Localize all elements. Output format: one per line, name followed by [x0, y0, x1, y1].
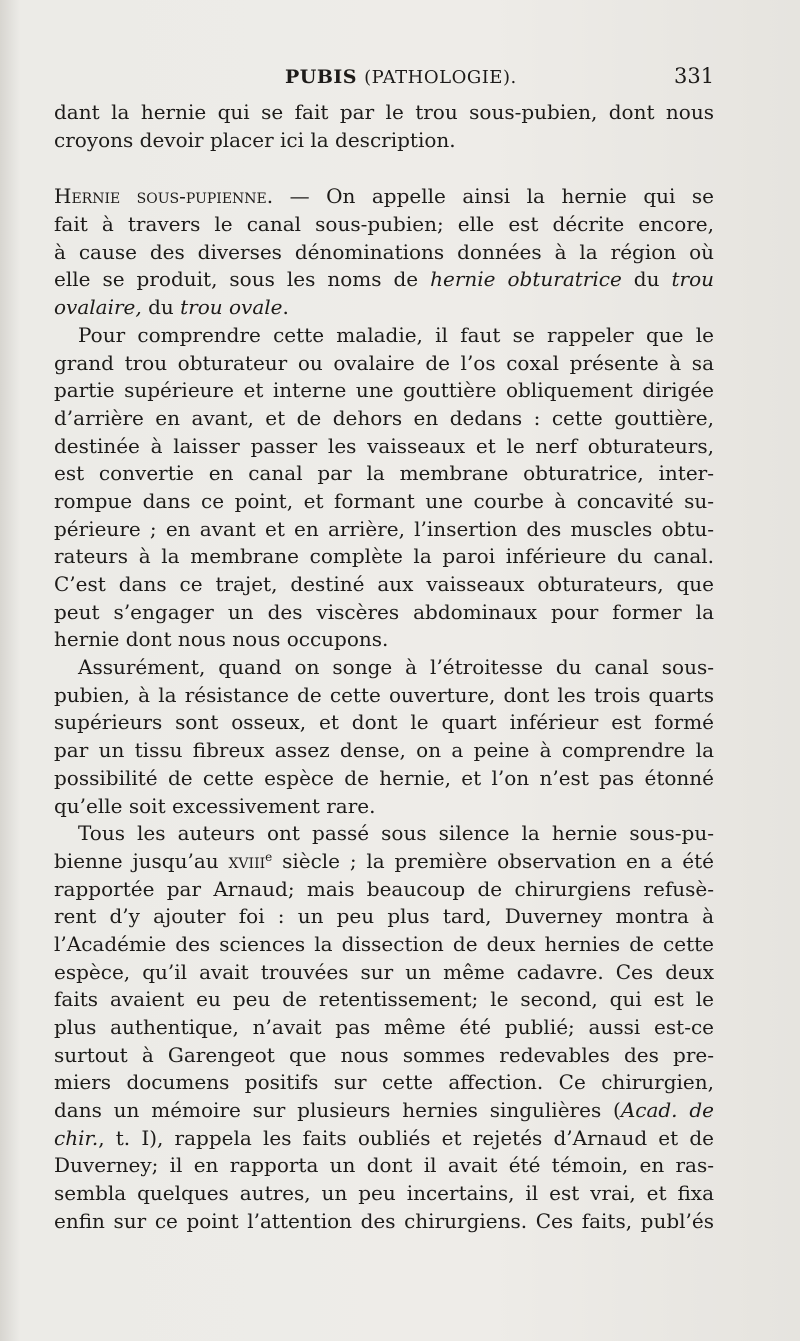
text-line [54, 322, 714, 350]
text-line [54, 183, 714, 211]
text-line [54, 876, 714, 904]
text-line [54, 294, 714, 322]
text-segment: Acad. de [620, 1098, 714, 1123]
text-segment: , t. I), rappela les faits oubliés et rejetés d’Arnaud et de [98, 1125, 714, 1150]
text-line [54, 377, 714, 405]
text-segment: bienne jusqu’au [54, 848, 229, 873]
text-line [54, 1208, 714, 1236]
text-line [54, 959, 714, 987]
text-segment: dans un mémoire sur plusieurs hernies singulières ( [54, 1098, 621, 1123]
text-segment: possibilité de cette espèce de hernie, et l’on n’est pas étonné [54, 765, 714, 790]
text-line [54, 433, 714, 461]
text-line [54, 571, 714, 599]
text-segment: — On appelle ainsi la hernie qui se [273, 184, 714, 209]
text-line [54, 765, 714, 793]
text-segment: pubien, à la résistance de cette ouverture, dont les trois quarts [54, 682, 714, 707]
text-segment: rompue dans ce point, et formant une courbe à concavité su- [54, 488, 714, 513]
text-segment: supérieurs sont osseux, et dont le quart inférieur est formé [54, 710, 714, 735]
text-segment: périeure ; en avant et en arrière, l’insertion des muscles obtu- [54, 516, 714, 541]
text-line [54, 931, 714, 959]
text-segment: fait à travers le canal sous-pubien; elle est décrite encore, [54, 212, 714, 237]
text-line [54, 350, 714, 378]
text-segment: siècle ; la première observation en a été [272, 848, 714, 873]
text-line [54, 737, 714, 765]
page-number: 331 [674, 64, 715, 88]
text-segment: rapportée par Arnaud; mais beaucoup de chirurgiens refusè- [54, 876, 714, 901]
text-segment: dant la hernie qui se fait par le trou sous-pubien, dont nous [54, 100, 714, 124]
text-line [54, 848, 714, 876]
text-segment: sembla quelques autres, un peu incertains, il est vrai, et fixa [54, 1181, 714, 1206]
text-segment: espèce, qu’il avait trouvées sur un même cadavre. Ces deux [54, 959, 714, 984]
text-segment: surtout à Garengeot que nous sommes redevables des pre- [54, 1042, 714, 1067]
text-line [54, 986, 714, 1014]
text-segment: Duverney; il en rapporta un dont il avait été témoin, en ras- [54, 1153, 714, 1178]
text-line [54, 211, 714, 239]
text-segment: C’est dans ce trajet, destiné aux vaisseaux obturateurs, que [54, 572, 714, 596]
text-line [54, 239, 714, 267]
text-segment: enfin sur ce point l’attention des chirurgiens. Ces faits, publ’és [54, 1208, 714, 1233]
text-segment: par un tissu fibreux assez dense, on a peine à comprendre la [54, 738, 714, 763]
text-segment: Tous les auteurs ont passé sous silence la hernie sous-pu- [78, 821, 714, 846]
body-text [54, 99, 714, 1236]
text-line [54, 599, 714, 627]
text-segment: ovalaire, [54, 295, 142, 320]
text-segment: rateurs à la membrane complète la paroi inférieure du canal. [54, 544, 714, 569]
text-line [54, 516, 714, 544]
text-segment: croyons devoir placer ici la description. [54, 127, 456, 152]
text-segment: hernie dont nous nous occupons. [54, 627, 389, 652]
text-segment: e [265, 849, 273, 864]
text-line [54, 626, 714, 654]
text-segment: du [621, 267, 672, 292]
text-segment: d’arrière en avant, et de dehors en dedans : cette gouttière, [54, 405, 714, 430]
text-segment: Pour comprendre cette maladie, il faut se rappeler que le [78, 322, 714, 347]
text-line [54, 266, 714, 294]
text-segment: hernie obturatrice [430, 267, 622, 292]
text-segment: à cause des diverses dénominations données à la région où [54, 239, 714, 264]
text-segment: Hernie sous-pupienne. [54, 184, 274, 209]
text-segment: chir. [54, 1125, 99, 1150]
text-segment: faits avaient eu peu de retentissement; le second, qui est le [54, 987, 714, 1012]
paragraph-gap [54, 154, 714, 183]
header-title: PUBIS [285, 66, 358, 88]
text-segment: miers documens positifs sur cette affection. Ce chirurgien, [54, 1070, 714, 1095]
text-line [54, 709, 714, 737]
text-line [54, 682, 714, 710]
text-line [54, 488, 714, 516]
text-line [54, 1097, 714, 1125]
text-line [54, 903, 714, 931]
text-segment: partie supérieure et interne une gouttière obliquement dirigée [54, 378, 714, 403]
running-head-title [285, 66, 517, 88]
text-line [54, 1152, 714, 1180]
text-line [54, 127, 714, 155]
text-segment: grand trou obturateur ou ovalaire de l’os coxal présente à sa [54, 350, 714, 375]
text-line [54, 543, 714, 571]
text-segment: du [141, 295, 181, 320]
text-line [54, 99, 714, 127]
text-segment: l’Académie des sciences la dissection de deux hernies de cette [54, 931, 714, 956]
text-segment: plus authentique, n’avait pas même été publié; aussi est-ce [54, 1015, 714, 1039]
text-segment: xviii [228, 848, 266, 873]
text-line [54, 1014, 714, 1042]
text-line [54, 1069, 714, 1097]
text-segment: trou [671, 267, 714, 292]
running-header [0, 66, 800, 94]
header-subtitle: (PATHOLOGIE). [364, 67, 517, 88]
text-line [54, 793, 714, 821]
text-line [54, 820, 714, 848]
text-segment: est convertie en canal par la membrane obturatrice, inter- [54, 461, 714, 486]
text-line [54, 405, 714, 433]
text-line [54, 1042, 714, 1070]
text-segment: trou ovale [180, 295, 283, 320]
text-line [54, 654, 714, 682]
text-line [54, 1180, 714, 1208]
text-segment: destinée à laisser passer les vaisseaux et le nerf obturateurs, [54, 433, 714, 458]
text-segment: . [282, 295, 289, 320]
text-segment: rent d’y ajouter foi : un peu plus tard, Duverney montra à [54, 904, 714, 929]
text-segment: elle se produit, sous les noms de [54, 267, 431, 292]
text-segment: Assurément, quand on songe à l’étroitesse du canal sous- [78, 655, 714, 680]
text-segment: peut s’engager un des viscères abdominaux pour former la [54, 599, 714, 624]
text-line [54, 1125, 714, 1153]
text-segment: qu’elle soit excessivement rare. [54, 793, 376, 818]
text-line [54, 460, 714, 488]
